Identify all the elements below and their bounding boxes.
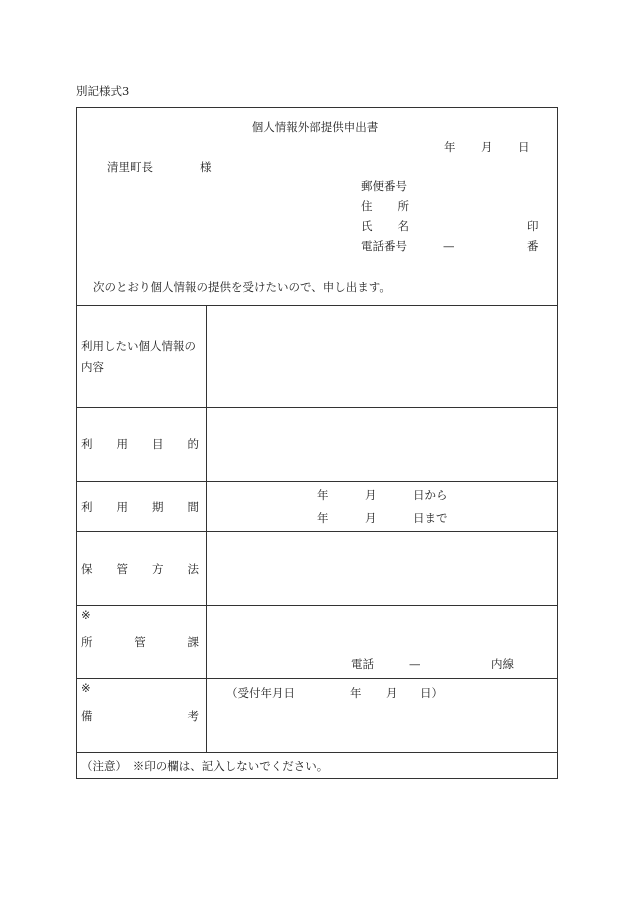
period-to-suffix: 日まで: [413, 511, 448, 525]
phone-suffix: 番: [527, 239, 539, 253]
row-divider: [76, 531, 558, 532]
receipt-day: 日）: [420, 686, 443, 700]
row-divider: [76, 678, 558, 679]
period-from-year: 年: [317, 488, 329, 502]
content-label-line1: 利用したい個人情報の: [81, 339, 196, 353]
period-from-suffix: 日から: [413, 488, 448, 502]
note-text: （注意） ※印の欄は、記入しないでください。: [81, 759, 329, 773]
row-divider: [76, 752, 558, 753]
seal-mark: 印: [527, 219, 539, 233]
addressee-name: 清里町長: [107, 160, 153, 174]
receipt-year: 年: [350, 686, 362, 700]
table-bottom-border: [76, 778, 558, 779]
row-divider: [76, 605, 558, 606]
date-month: 月: [481, 140, 493, 154]
department-label: 所 管 課: [81, 635, 199, 649]
phone-dash: —: [443, 239, 455, 253]
department-extension-label: 内線: [491, 657, 514, 671]
period-to-year: 年: [317, 511, 329, 525]
period-from-month: 月: [365, 488, 377, 502]
form-number: 別記様式3: [76, 84, 130, 98]
receipt-date-label: （受付年月日: [226, 686, 295, 700]
name-label: 氏 名: [361, 219, 409, 233]
row-divider: [76, 407, 558, 408]
addressee-honorific: 様: [200, 160, 212, 174]
office-use-mark: ※: [81, 608, 91, 622]
purpose-label: 利 用 目 的: [81, 437, 199, 451]
row-divider: [76, 481, 558, 482]
postal-code-label: 郵便番号: [361, 179, 407, 193]
remarks-label: 備 考: [81, 709, 199, 723]
request-statement: 次のとおり個人情報の提供を受けたいので、申し出ます。: [93, 280, 391, 294]
form-title: 個人情報外部提供申出書: [251, 120, 379, 134]
period-to-month: 月: [365, 511, 377, 525]
table-top-border: [76, 107, 558, 108]
department-phone-label: 電話: [351, 657, 374, 671]
period-label: 利 用 期 間: [81, 500, 199, 514]
content-label-line2: 内容: [81, 360, 104, 374]
date-year: 年: [444, 140, 456, 154]
address-label: 住 所: [361, 199, 409, 213]
office-use-mark: ※: [81, 681, 91, 695]
storage-label: 保 管 方 法: [81, 562, 199, 576]
phone-label: 電話番号: [361, 239, 407, 253]
row-divider: [76, 305, 558, 306]
receipt-month: 月: [386, 686, 398, 700]
department-phone-dash: —: [409, 657, 421, 671]
date-day: 日: [518, 140, 530, 154]
label-column-divider: [206, 305, 207, 752]
